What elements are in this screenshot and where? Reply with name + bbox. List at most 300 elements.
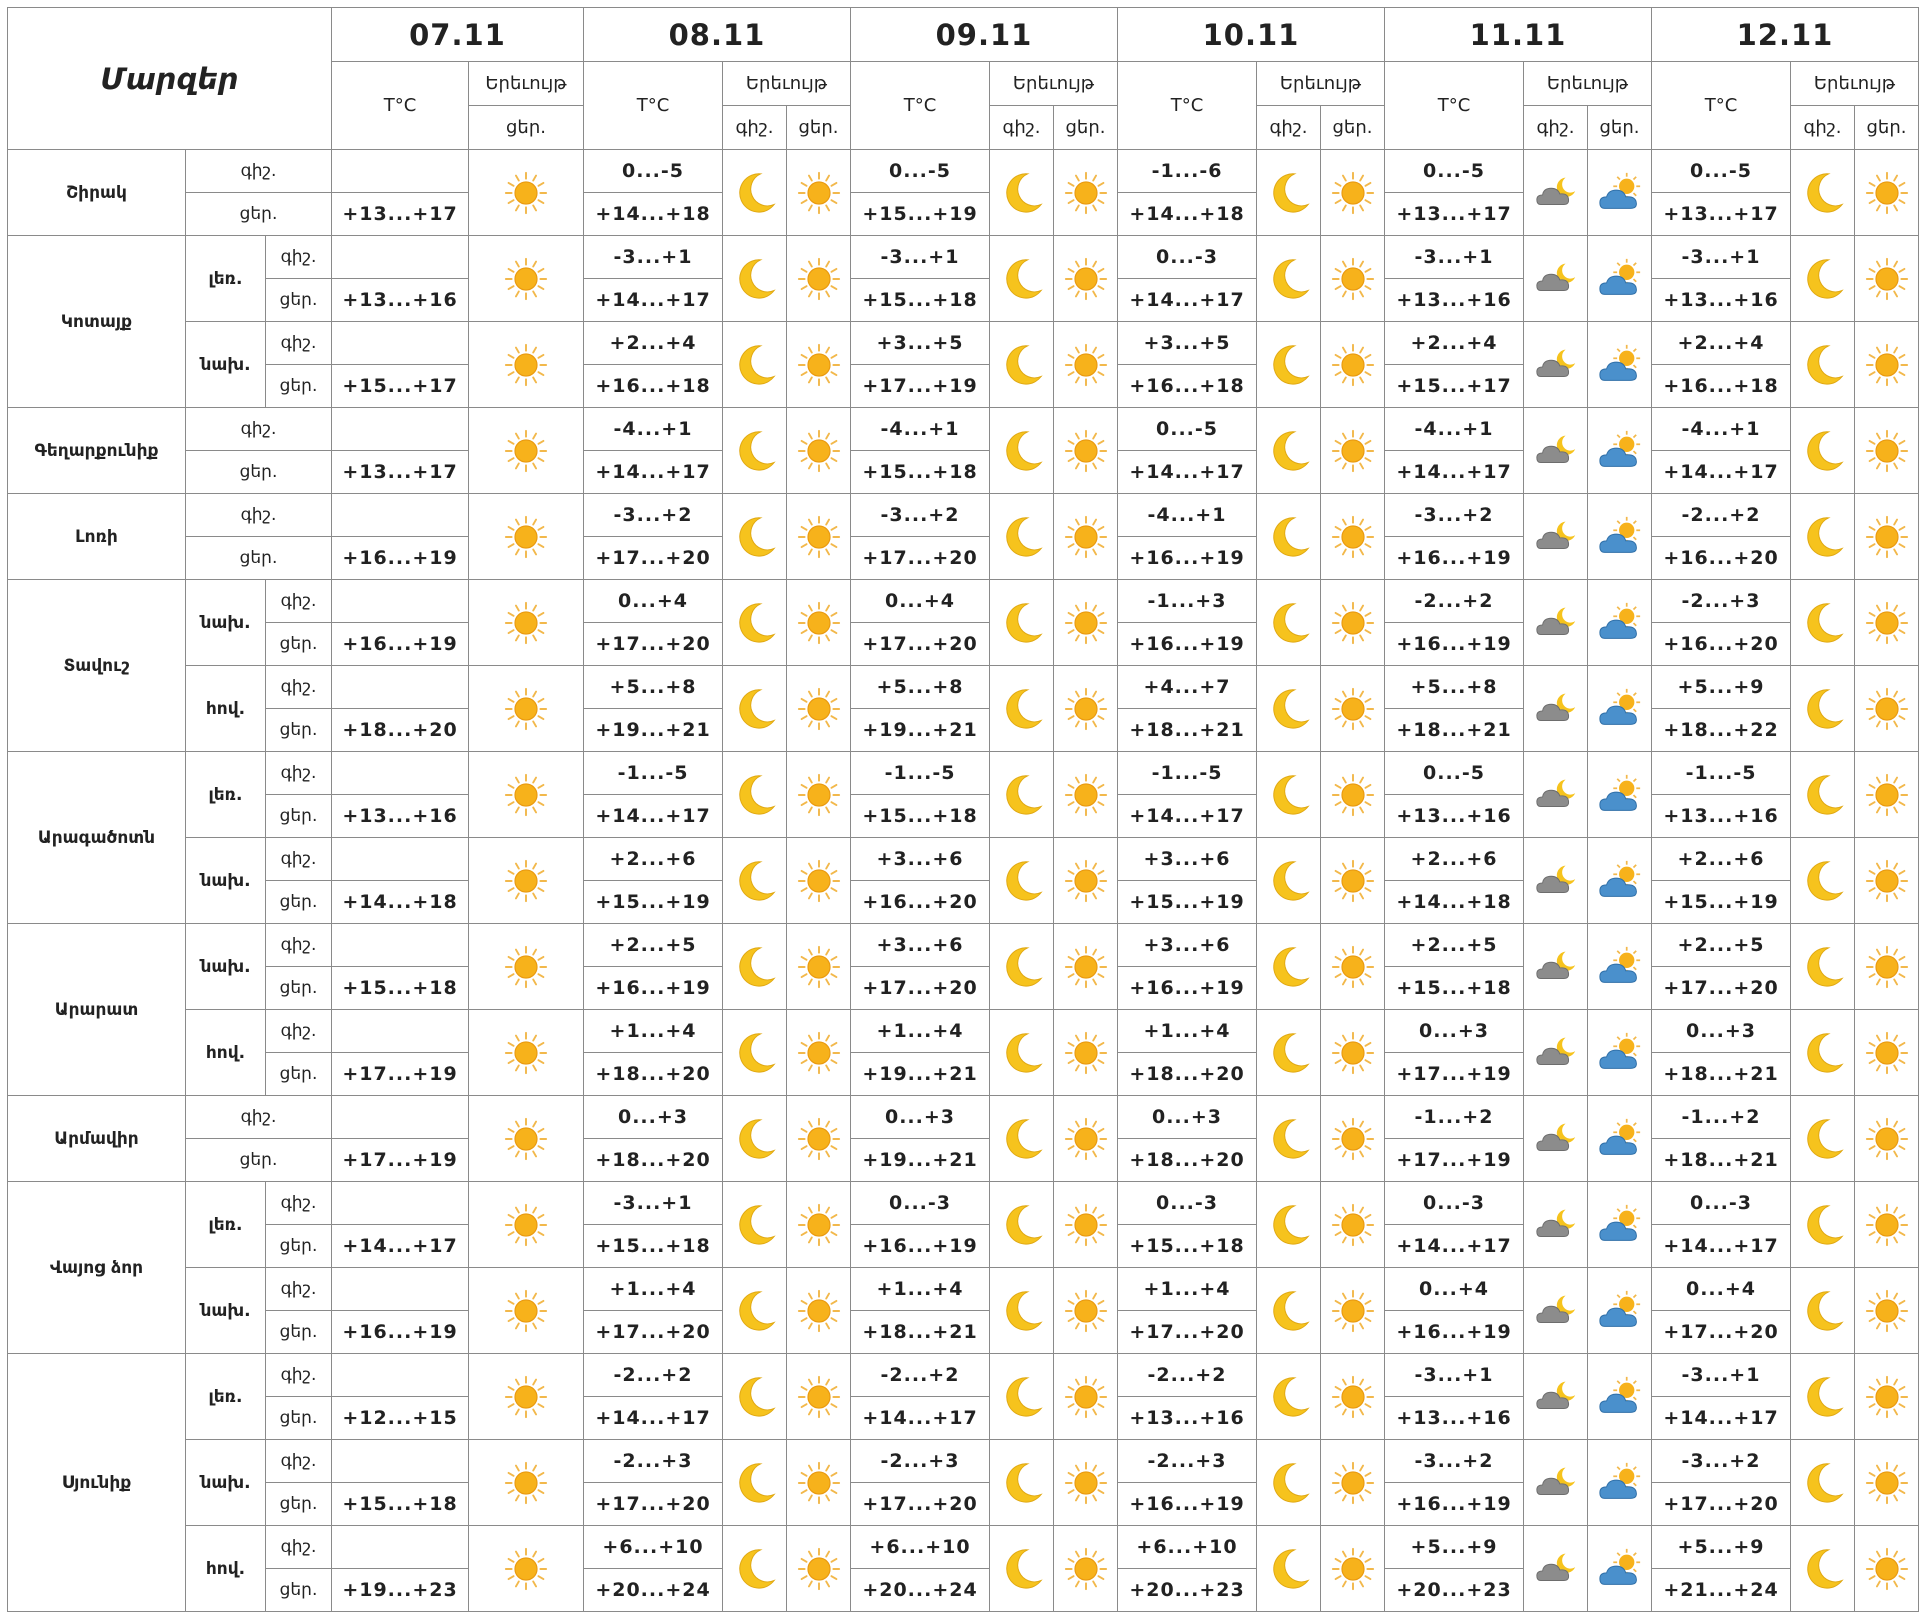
table-row bbox=[8, 1096, 1919, 1139]
day-temp: +17...+19 bbox=[332, 1053, 469, 1096]
day-temp: +15...+18 bbox=[584, 1225, 723, 1268]
day-temp: +15...+18 bbox=[1118, 1225, 1257, 1268]
night-temp: 0...-3 bbox=[1385, 1182, 1524, 1225]
night-weather-icon bbox=[1257, 838, 1321, 924]
night-temp: +1...+4 bbox=[1118, 1010, 1257, 1053]
day-weather-icon bbox=[787, 580, 851, 666]
night-weather-icon bbox=[1791, 150, 1855, 236]
night-weather-icon bbox=[1791, 752, 1855, 838]
sun-icon bbox=[1330, 1546, 1376, 1592]
phenomenon-header: Երեւույթ bbox=[469, 62, 584, 106]
sun-icon bbox=[796, 1374, 842, 1420]
day-temp: +20...+23 bbox=[1118, 1569, 1257, 1612]
night-weather-icon bbox=[990, 1182, 1054, 1268]
time-of-day-day: ցեր. bbox=[266, 1483, 332, 1526]
day-weather-icon bbox=[1855, 150, 1919, 236]
day-temp: +17...+20 bbox=[851, 1483, 990, 1526]
day-temp: +14...+17 bbox=[584, 451, 723, 494]
sun-icon bbox=[503, 1374, 549, 1420]
day-temp: +18...+20 bbox=[584, 1053, 723, 1096]
sun-icon bbox=[503, 514, 549, 560]
night-temp: -2...+2 bbox=[851, 1354, 990, 1397]
cloud-moon-icon bbox=[1533, 170, 1579, 216]
moon-icon bbox=[1800, 944, 1846, 990]
temp-header: T°C bbox=[332, 62, 469, 150]
moon-icon bbox=[999, 944, 1045, 990]
day-temp: +13...+17 bbox=[332, 193, 469, 236]
night-weather-icon bbox=[723, 1182, 787, 1268]
night-weather-icon bbox=[723, 494, 787, 580]
table-row bbox=[8, 838, 1919, 881]
moon-icon bbox=[1800, 1288, 1846, 1334]
moon-icon bbox=[1266, 342, 1312, 388]
day-weather-icon bbox=[1054, 1440, 1118, 1526]
night-weather-icon bbox=[1791, 494, 1855, 580]
time-of-day-night: գիշ. bbox=[266, 1268, 332, 1311]
sun-icon bbox=[1330, 256, 1376, 302]
night-temp bbox=[332, 924, 469, 967]
day-temp: +16...+19 bbox=[332, 537, 469, 580]
subregion-label: լեռ. bbox=[186, 236, 266, 322]
cloud-moon-icon bbox=[1533, 686, 1579, 732]
day-weather-icon bbox=[787, 408, 851, 494]
night-temp: -3...+1 bbox=[584, 1182, 723, 1225]
day-header: ցեր. bbox=[1588, 106, 1652, 150]
night-weather-icon bbox=[1257, 580, 1321, 666]
night-temp: +6...+10 bbox=[1118, 1526, 1257, 1569]
night-header: գիշ. bbox=[990, 106, 1054, 150]
day-weather-icon bbox=[1054, 1010, 1118, 1096]
day-weather-icon bbox=[469, 150, 584, 236]
time-of-day-night: գիշ. bbox=[266, 666, 332, 709]
night-temp: -3...+2 bbox=[584, 494, 723, 537]
day-weather-icon bbox=[787, 1010, 851, 1096]
night-temp: 0...+4 bbox=[584, 580, 723, 623]
night-weather-icon bbox=[990, 494, 1054, 580]
sun-icon bbox=[796, 772, 842, 818]
subregion-label: լեռ. bbox=[186, 1182, 266, 1268]
day-temp: +18...+20 bbox=[1118, 1053, 1257, 1096]
moon-icon bbox=[732, 1030, 778, 1076]
moon-icon bbox=[732, 1202, 778, 1248]
night-temp: +4...+7 bbox=[1118, 666, 1257, 709]
night-weather-icon bbox=[1791, 1526, 1855, 1612]
night-weather-icon bbox=[723, 1440, 787, 1526]
phenomenon-header: Երեւույթ bbox=[1257, 62, 1385, 106]
night-temp: -2...+3 bbox=[584, 1440, 723, 1483]
day-temp: +13...+16 bbox=[332, 279, 469, 322]
night-temp: 0...-5 bbox=[1385, 752, 1524, 795]
night-temp: -4...+1 bbox=[584, 408, 723, 451]
table-row bbox=[8, 924, 1919, 967]
subregion-label: հով. bbox=[186, 666, 266, 752]
day-weather-icon bbox=[1588, 1440, 1652, 1526]
day-weather-icon bbox=[787, 1526, 851, 1612]
day-temp: +15...+19 bbox=[1652, 881, 1791, 924]
day-weather-icon bbox=[1054, 1526, 1118, 1612]
day-temp: +17...+19 bbox=[851, 365, 990, 408]
sun-icon bbox=[796, 170, 842, 216]
day-temp: +15...+18 bbox=[332, 1483, 469, 1526]
moon-icon bbox=[1800, 772, 1846, 818]
day-weather-icon bbox=[1855, 236, 1919, 322]
day-temp: +16...+19 bbox=[1118, 537, 1257, 580]
time-of-day-day: ցեր. bbox=[186, 1139, 332, 1182]
night-temp: +3...+5 bbox=[1118, 322, 1257, 365]
night-weather-icon bbox=[1524, 1268, 1588, 1354]
day-temp: +14...+17 bbox=[1118, 279, 1257, 322]
day-weather-icon bbox=[1855, 1440, 1919, 1526]
sun-icon bbox=[1063, 514, 1109, 560]
day-temp: +19...+21 bbox=[851, 709, 990, 752]
night-weather-icon bbox=[723, 150, 787, 236]
day-weather-icon bbox=[787, 752, 851, 838]
sun-icon bbox=[1330, 1288, 1376, 1334]
sun-icon bbox=[1864, 1374, 1910, 1420]
night-header: գիշ. bbox=[723, 106, 787, 150]
night-weather-icon bbox=[990, 666, 1054, 752]
day-weather-icon bbox=[469, 580, 584, 666]
date-header: 09.11 bbox=[851, 8, 1118, 62]
table-row bbox=[8, 494, 1919, 537]
day-weather-icon bbox=[1588, 1268, 1652, 1354]
day-temp: +13...+16 bbox=[1652, 795, 1791, 838]
day-weather-icon bbox=[1321, 580, 1385, 666]
sun-icon bbox=[796, 686, 842, 732]
moon-icon bbox=[999, 772, 1045, 818]
moon-icon bbox=[1266, 170, 1312, 216]
night-temp: +5...+9 bbox=[1652, 1526, 1791, 1569]
day-temp: +13...+16 bbox=[1385, 795, 1524, 838]
night-temp: -1...-5 bbox=[584, 752, 723, 795]
day-weather-icon bbox=[787, 322, 851, 408]
moon-icon bbox=[999, 256, 1045, 302]
night-temp: +3...+6 bbox=[1118, 924, 1257, 967]
sun-icon bbox=[1330, 514, 1376, 560]
sun-icon bbox=[503, 1460, 549, 1506]
night-header: գիշ. bbox=[1791, 106, 1855, 150]
night-weather-icon bbox=[723, 580, 787, 666]
sun-icon bbox=[1864, 342, 1910, 388]
subregion-label: նախ. bbox=[186, 1268, 266, 1354]
time-of-day-day: ցեր. bbox=[266, 1311, 332, 1354]
day-temp: +17...+20 bbox=[851, 967, 990, 1010]
day-weather-icon bbox=[787, 924, 851, 1010]
moon-icon bbox=[1800, 428, 1846, 474]
moon-icon bbox=[1800, 1374, 1846, 1420]
time-of-day-day: ցեր. bbox=[266, 365, 332, 408]
night-temp: +2...+6 bbox=[584, 838, 723, 881]
night-temp: +2...+4 bbox=[1385, 322, 1524, 365]
moon-icon bbox=[1266, 944, 1312, 990]
night-temp: 0...-3 bbox=[1118, 1182, 1257, 1225]
moon-icon bbox=[999, 1546, 1045, 1592]
day-temp: +14...+17 bbox=[851, 1397, 990, 1440]
night-temp bbox=[332, 150, 469, 193]
day-weather-icon bbox=[1855, 752, 1919, 838]
night-weather-icon bbox=[1791, 236, 1855, 322]
night-temp: 0...+3 bbox=[851, 1096, 990, 1139]
time-of-day-day: ցեր. bbox=[266, 967, 332, 1010]
day-weather-icon bbox=[1855, 1010, 1919, 1096]
sun-icon bbox=[1330, 170, 1376, 216]
moon-icon bbox=[999, 600, 1045, 646]
day-temp: +14...+17 bbox=[1385, 451, 1524, 494]
day-weather-icon bbox=[1321, 1182, 1385, 1268]
sun-icon bbox=[503, 600, 549, 646]
night-temp: +1...+4 bbox=[851, 1010, 990, 1053]
moon-icon bbox=[732, 944, 778, 990]
sun-icon bbox=[1330, 858, 1376, 904]
time-of-day-night: գիշ. bbox=[266, 580, 332, 623]
night-weather-icon bbox=[1257, 1526, 1321, 1612]
night-weather-icon bbox=[1257, 1268, 1321, 1354]
sun-icon bbox=[1864, 944, 1910, 990]
sun-icon bbox=[1864, 514, 1910, 560]
time-of-day-night: գիշ. bbox=[266, 322, 332, 365]
moon-icon bbox=[1266, 514, 1312, 560]
moon-icon bbox=[732, 1460, 778, 1506]
sun-icon bbox=[1330, 600, 1376, 646]
day-weather-icon bbox=[1855, 838, 1919, 924]
sun-cloud-icon bbox=[1597, 858, 1643, 904]
time-of-day-day: ցեր. bbox=[266, 279, 332, 322]
night-weather-icon bbox=[990, 838, 1054, 924]
table-row bbox=[8, 236, 1919, 279]
time-of-day-day: ցեր. bbox=[186, 193, 332, 236]
region-name: Արագածոտն bbox=[8, 752, 186, 924]
night-temp: 0...-3 bbox=[851, 1182, 990, 1225]
night-temp: -4...+1 bbox=[1118, 494, 1257, 537]
night-weather-icon bbox=[1257, 1354, 1321, 1440]
day-temp: +15...+19 bbox=[1118, 881, 1257, 924]
cloud-moon-icon bbox=[1533, 514, 1579, 560]
night-temp: -3...+1 bbox=[1385, 236, 1524, 279]
day-weather-icon bbox=[1588, 838, 1652, 924]
phenomenon-header: Երեւույթ bbox=[1791, 62, 1919, 106]
night-temp: +2...+5 bbox=[1385, 924, 1524, 967]
time-of-day-night: գիշ. bbox=[266, 1526, 332, 1569]
night-weather-icon bbox=[1524, 1010, 1588, 1096]
time-of-day-day: ցեր. bbox=[266, 1397, 332, 1440]
day-weather-icon bbox=[1321, 236, 1385, 322]
sun-icon bbox=[1063, 1116, 1109, 1162]
cloud-moon-icon bbox=[1533, 858, 1579, 904]
date-header: 12.11 bbox=[1652, 8, 1919, 62]
day-weather-icon bbox=[1588, 1526, 1652, 1612]
night-weather-icon bbox=[1791, 408, 1855, 494]
time-of-day-day: ցեր. bbox=[266, 1569, 332, 1612]
sun-cloud-icon bbox=[1597, 170, 1643, 216]
night-temp: +1...+4 bbox=[851, 1268, 990, 1311]
sun-icon bbox=[796, 1030, 842, 1076]
night-temp: -2...+2 bbox=[584, 1354, 723, 1397]
night-temp bbox=[332, 1096, 469, 1139]
day-temp: +18...+20 bbox=[584, 1139, 723, 1182]
night-weather-icon bbox=[990, 322, 1054, 408]
night-temp: -4...+1 bbox=[1385, 408, 1524, 451]
night-temp: -2...+2 bbox=[1652, 494, 1791, 537]
night-weather-icon bbox=[1524, 1182, 1588, 1268]
night-temp: -4...+1 bbox=[1652, 408, 1791, 451]
time-of-day-night: գիշ. bbox=[266, 236, 332, 279]
day-weather-icon bbox=[1855, 322, 1919, 408]
cloud-moon-icon bbox=[1533, 428, 1579, 474]
night-weather-icon bbox=[1257, 494, 1321, 580]
day-temp: +17...+20 bbox=[1652, 1483, 1791, 1526]
night-temp: +3...+5 bbox=[851, 322, 990, 365]
moon-icon bbox=[999, 1202, 1045, 1248]
day-weather-icon bbox=[787, 1182, 851, 1268]
sun-icon bbox=[503, 428, 549, 474]
time-of-day-day: ցեր. bbox=[266, 1053, 332, 1096]
cloud-moon-icon bbox=[1533, 772, 1579, 818]
sun-icon bbox=[1063, 1202, 1109, 1248]
day-temp: +15...+18 bbox=[851, 451, 990, 494]
day-temp: +16...+19 bbox=[1385, 1311, 1524, 1354]
sun-cloud-icon bbox=[1597, 1288, 1643, 1334]
night-temp: +3...+6 bbox=[851, 838, 990, 881]
day-temp: +16...+18 bbox=[584, 365, 723, 408]
day-temp: +16...+20 bbox=[1652, 623, 1791, 666]
sun-icon bbox=[1864, 1546, 1910, 1592]
night-temp: 0...-3 bbox=[1118, 236, 1257, 279]
phenomenon-header: Երեւույթ bbox=[1524, 62, 1652, 106]
night-temp: -2...+3 bbox=[1118, 1440, 1257, 1483]
sun-icon bbox=[503, 256, 549, 302]
day-temp: +16...+19 bbox=[1385, 623, 1524, 666]
day-weather-icon bbox=[1321, 838, 1385, 924]
moon-icon bbox=[1800, 686, 1846, 732]
day-temp: +15...+19 bbox=[584, 881, 723, 924]
day-temp: +19...+21 bbox=[851, 1139, 990, 1182]
night-weather-icon bbox=[1257, 666, 1321, 752]
sun-icon bbox=[1864, 600, 1910, 646]
day-weather-icon bbox=[1588, 1354, 1652, 1440]
night-temp: +5...+8 bbox=[851, 666, 990, 709]
day-weather-icon bbox=[1855, 1526, 1919, 1612]
day-weather-icon bbox=[1321, 494, 1385, 580]
day-temp: +16...+19 bbox=[332, 623, 469, 666]
night-temp bbox=[332, 1440, 469, 1483]
sun-icon bbox=[1063, 170, 1109, 216]
night-weather-icon bbox=[1524, 580, 1588, 666]
moon-icon bbox=[1266, 1374, 1312, 1420]
time-of-day-night: գիշ. bbox=[186, 1096, 332, 1139]
day-weather-icon bbox=[1321, 1354, 1385, 1440]
table-row bbox=[8, 1526, 1919, 1569]
table-row bbox=[8, 580, 1919, 623]
night-temp: 0...+3 bbox=[1385, 1010, 1524, 1053]
day-weather-icon bbox=[1855, 408, 1919, 494]
night-temp bbox=[332, 408, 469, 451]
night-weather-icon bbox=[990, 408, 1054, 494]
sun-icon bbox=[1063, 944, 1109, 990]
time-of-day-night: գիշ. bbox=[186, 494, 332, 537]
sun-icon bbox=[796, 1202, 842, 1248]
moon-icon bbox=[1800, 858, 1846, 904]
time-of-day-day: ցեր. bbox=[266, 881, 332, 924]
day-weather-icon bbox=[1588, 1096, 1652, 1182]
night-temp: 0...-5 bbox=[1118, 408, 1257, 451]
sun-icon bbox=[1063, 256, 1109, 302]
day-weather-icon bbox=[469, 752, 584, 838]
sun-cloud-icon bbox=[1597, 772, 1643, 818]
sun-icon bbox=[796, 1546, 842, 1592]
day-temp: +15...+18 bbox=[1385, 967, 1524, 1010]
sun-icon bbox=[1330, 342, 1376, 388]
day-temp: +13...+17 bbox=[332, 451, 469, 494]
sun-icon bbox=[1864, 256, 1910, 302]
day-header: ցեր. bbox=[787, 106, 851, 150]
cloud-moon-icon bbox=[1533, 600, 1579, 646]
day-temp: +13...+16 bbox=[1385, 279, 1524, 322]
time-of-day-day: ցեր. bbox=[186, 451, 332, 494]
day-temp: +19...+23 bbox=[332, 1569, 469, 1612]
night-temp: -2...+3 bbox=[851, 1440, 990, 1483]
day-temp: +14...+17 bbox=[1385, 1225, 1524, 1268]
day-temp: +16...+19 bbox=[332, 1311, 469, 1354]
day-temp: +14...+18 bbox=[332, 881, 469, 924]
region-name: Վայոց ձոր bbox=[8, 1182, 186, 1354]
day-weather-icon bbox=[469, 236, 584, 322]
sun-cloud-icon bbox=[1597, 428, 1643, 474]
sun-icon bbox=[796, 342, 842, 388]
time-of-day-day: ցեր. bbox=[266, 709, 332, 752]
day-temp: +17...+20 bbox=[1652, 1311, 1791, 1354]
time-of-day-day: ցեր. bbox=[266, 1225, 332, 1268]
night-temp bbox=[332, 580, 469, 623]
day-temp: +16...+19 bbox=[1118, 623, 1257, 666]
night-weather-icon bbox=[723, 1096, 787, 1182]
night-weather-icon bbox=[1257, 1096, 1321, 1182]
night-temp: -3...+1 bbox=[1385, 1354, 1524, 1397]
night-temp: -3...+1 bbox=[851, 236, 990, 279]
moon-icon bbox=[999, 514, 1045, 560]
cloud-moon-icon bbox=[1533, 256, 1579, 302]
day-weather-icon bbox=[1054, 1354, 1118, 1440]
sun-icon bbox=[1330, 772, 1376, 818]
night-temp: -4...+1 bbox=[851, 408, 990, 451]
night-weather-icon bbox=[723, 924, 787, 1010]
day-weather-icon bbox=[1588, 150, 1652, 236]
day-temp: +16...+18 bbox=[1652, 365, 1791, 408]
day-weather-icon bbox=[1855, 666, 1919, 752]
day-temp: +14...+17 bbox=[584, 279, 723, 322]
day-temp: +16...+19 bbox=[1118, 967, 1257, 1010]
night-temp bbox=[332, 236, 469, 279]
night-temp: +6...+10 bbox=[851, 1526, 990, 1569]
moon-icon bbox=[732, 600, 778, 646]
day-weather-icon bbox=[787, 1096, 851, 1182]
night-temp: +2...+6 bbox=[1385, 838, 1524, 881]
day-temp: +13...+16 bbox=[1385, 1397, 1524, 1440]
night-weather-icon bbox=[723, 236, 787, 322]
day-weather-icon bbox=[469, 1182, 584, 1268]
subregion-label: նախ. bbox=[186, 580, 266, 666]
table-row bbox=[8, 408, 1919, 451]
table-row bbox=[8, 1010, 1919, 1053]
night-weather-icon bbox=[990, 924, 1054, 1010]
night-temp: 0...+3 bbox=[584, 1096, 723, 1139]
day-weather-icon bbox=[787, 150, 851, 236]
night-weather-icon bbox=[723, 752, 787, 838]
day-weather-icon bbox=[469, 666, 584, 752]
moon-icon bbox=[1266, 858, 1312, 904]
day-weather-icon bbox=[1321, 408, 1385, 494]
moon-icon bbox=[1800, 1460, 1846, 1506]
sun-cloud-icon bbox=[1597, 1202, 1643, 1248]
